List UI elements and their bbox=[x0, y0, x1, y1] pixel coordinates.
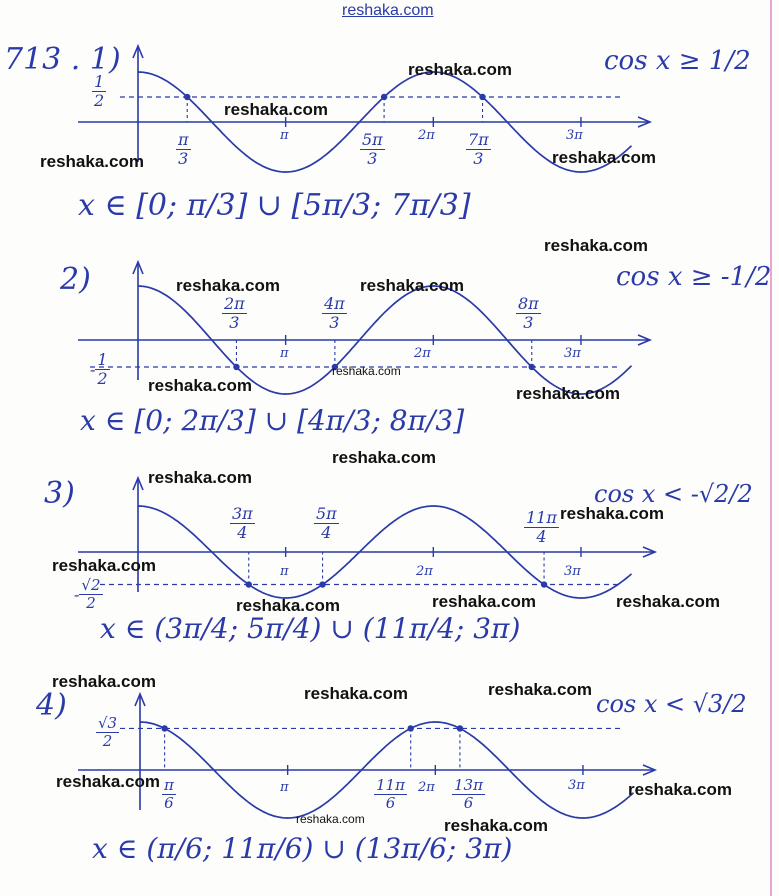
watermark: reshaka.com bbox=[56, 772, 160, 791]
watermark: reshaka.com bbox=[332, 448, 436, 467]
part-4-tick-3pi: 3π bbox=[568, 778, 585, 793]
part-2-mark-2: $\frac{4\pi}{3}$ bbox=[324, 294, 345, 332]
part-1-mark-1: $\frac{\pi}{3}$ bbox=[178, 130, 189, 168]
part-2-tick-pi: π bbox=[280, 346, 289, 361]
part-1-intersection-point-2 bbox=[381, 94, 387, 100]
watermark: reshaka.com bbox=[516, 384, 620, 403]
part-3-answer-prefix: x ∈ bbox=[100, 612, 146, 645]
part-2-tick-2pi: 2π bbox=[414, 346, 431, 361]
part-2-inequality: cos x ≥ -1/2 bbox=[616, 262, 772, 292]
part-4-inequality: cos x < √3/2 bbox=[596, 690, 747, 718]
watermark: reshaka.com bbox=[444, 816, 548, 835]
part-3-answer: (3π/4; 5π/4) ∪ (11π/4; 3π) bbox=[154, 612, 521, 645]
part-2-intersection-point-3 bbox=[529, 364, 535, 370]
watermark: reshaka.com bbox=[408, 60, 512, 79]
watermark: reshaka.com bbox=[628, 780, 732, 799]
part-4-label: 4) bbox=[36, 688, 67, 723]
watermark: reshaka.com bbox=[360, 276, 464, 295]
watermark: reshaka.com bbox=[176, 276, 280, 295]
part-1-intersection-point-1 bbox=[184, 94, 190, 100]
part-1-mark-3: $\frac{7\pi}{3}$ bbox=[468, 130, 489, 168]
watermark: reshaka.com bbox=[432, 592, 536, 611]
part-3-label: 3) bbox=[44, 476, 75, 511]
watermark: reshaka.com bbox=[52, 556, 156, 575]
part-3-intersection-point-3 bbox=[541, 581, 547, 587]
part-1-tick-3pi: 3π bbox=[566, 128, 583, 143]
part-1-tick-2pi: 2π bbox=[418, 128, 435, 143]
part-3-tick-pi: π bbox=[280, 564, 289, 579]
part-4-mark-1: $\frac{\pi}{6}$ bbox=[164, 776, 174, 812]
part-4-intersection-point-3 bbox=[457, 725, 463, 731]
part-4-answer: (π/6; 11π/6) ∪ (13π/6; 3π) bbox=[146, 832, 513, 865]
part-2-intersection-point-1 bbox=[233, 364, 239, 370]
watermark: reshaka.com bbox=[544, 236, 648, 255]
part-1-answer-prefix: x ∈ bbox=[78, 188, 127, 223]
part-4-tick-pi: π bbox=[280, 780, 289, 795]
part-4-answer-prefix: x ∈ bbox=[92, 832, 138, 865]
part-4-tick-2pi: 2π bbox=[418, 780, 435, 795]
part-3-y-level: - $\frac{√2}{2}$ bbox=[74, 576, 101, 612]
part-2-tick-3pi: 3π bbox=[564, 346, 581, 361]
part-4-intersection-point-2 bbox=[408, 725, 414, 731]
part-2-y-level: - $\frac{1}{2}$ bbox=[90, 350, 108, 388]
watermark: reshaka.com bbox=[560, 504, 664, 523]
watermark: reshaka.com bbox=[488, 680, 592, 699]
watermark: reshaka.com bbox=[332, 364, 401, 378]
watermark: reshaka.com bbox=[40, 152, 144, 171]
part-3-mark-1: $\frac{3\pi}{4}$ bbox=[232, 504, 253, 542]
part-3-intersection-point-1 bbox=[246, 581, 252, 587]
part-2-label: 2) bbox=[60, 262, 91, 297]
watermark: reshaka.com bbox=[224, 100, 328, 119]
watermark: reshaka.com bbox=[304, 684, 408, 703]
part-4-y-level: $\frac{√3}{2}$ bbox=[98, 714, 118, 750]
part-2-answer-prefix: x ∈ bbox=[80, 404, 126, 437]
watermark: reshaka.com bbox=[148, 468, 252, 487]
watermark: reshaka.com bbox=[52, 672, 156, 691]
part-2-mark-1: $\frac{2\pi}{3}$ bbox=[224, 294, 245, 332]
part-3-inequality: cos x < -√2/2 bbox=[594, 480, 753, 508]
part-4-intersection-point-1 bbox=[161, 725, 167, 731]
part-1-intersection-point-3 bbox=[479, 94, 485, 100]
part-3-tick-2pi: 2π bbox=[416, 564, 433, 579]
part-1-answer: [0; π/3] ∪ [5π/3; 7π/3] bbox=[136, 188, 471, 223]
watermark: reshaka.com bbox=[296, 812, 365, 826]
watermark: reshaka.com bbox=[616, 592, 720, 611]
watermark: reshaka.com bbox=[148, 376, 252, 395]
top-watermark: reshaka.com bbox=[342, 2, 434, 19]
part-1-inequality: cos x ≥ 1/2 bbox=[604, 46, 751, 76]
watermark: reshaka.com bbox=[552, 148, 656, 167]
part-1-mark-2: $\frac{5\pi}{3}$ bbox=[362, 130, 383, 168]
part-3-intersection-point-2 bbox=[319, 581, 325, 587]
part-2-mark-3: $\frac{8\pi}{3}$ bbox=[518, 294, 539, 332]
part-3-tick-3pi: 3π bbox=[564, 564, 581, 579]
part-3-mark-2: $\frac{5\pi}{4}$ bbox=[316, 504, 337, 542]
watermark: reshaka.com bbox=[236, 596, 340, 615]
part-3-mark-3: $\frac{11\pi}{4}$ bbox=[526, 508, 557, 546]
part-4-mark-2: $\frac{11\pi}{6}$ bbox=[376, 776, 405, 812]
problem-number: 713 . 1) bbox=[4, 42, 121, 77]
part-4-mark-3: $\frac{13\pi}{6}$ bbox=[454, 776, 483, 812]
part-1-tick-pi: π bbox=[280, 128, 289, 143]
part-1-y-level: $\frac{1}{2}$ bbox=[94, 72, 105, 110]
part-2-answer: [0; 2π/3] ∪ [4π/3; 8π/3] bbox=[134, 404, 465, 437]
